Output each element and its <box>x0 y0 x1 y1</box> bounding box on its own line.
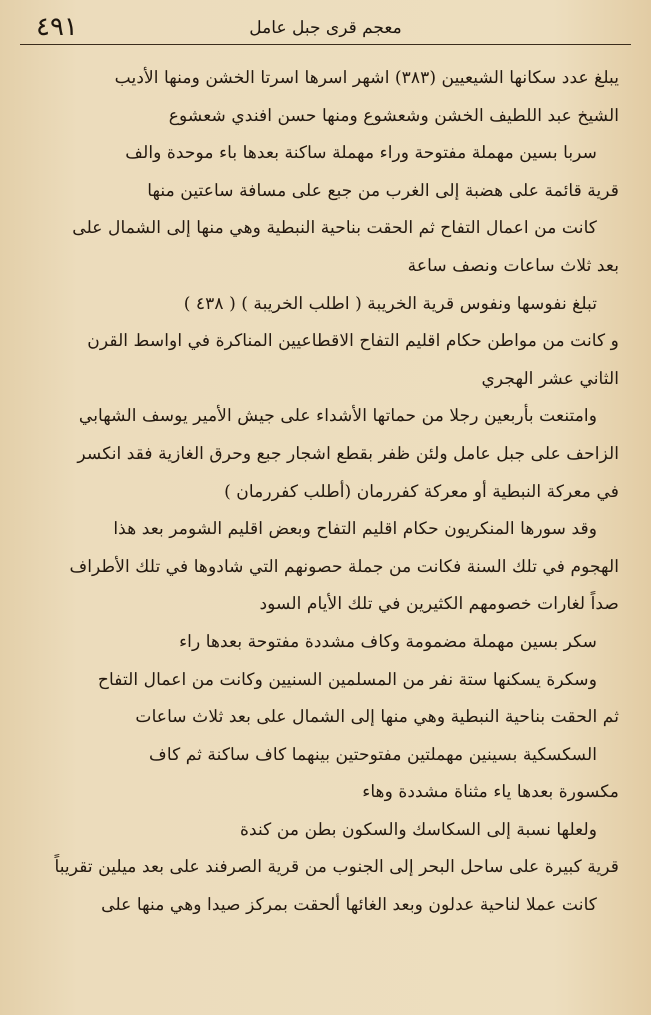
text-line: وقد سورها المنكريون حكام اقليم التفاح وبعض اقليم الشومر بعد هذا <box>113 519 597 540</box>
text-line: ثم الحقت بناحية النبطية وهي منها إلى الشمال على بعد ثلاث ساعات <box>135 707 619 728</box>
text-line: كانت من اعمال التفاح ثم الحقت بناحية النبطية وهي منها إلى الشمال على <box>72 218 597 239</box>
text-line: صداً لغارات خصومهم الكثيرين في تلك الأيام السود <box>259 594 619 615</box>
body-text <box>28 60 619 925</box>
text-line: مكسورة بعدها ياء مثناة مشددة وهاء <box>362 782 619 803</box>
text-line: الزاحف على جبل عامل ولئن ظفر بقطع اشجار جبع وحرق الغازية فقد انكسر <box>77 443 619 464</box>
text-line: وامتنعت بأربعين رجلا من حماتها الأشداء على جيش الأمير يوسف الشهابي <box>78 406 597 427</box>
text-line: يبلغ عدد سكانها الشيعيين (٣٨٣) اشهر اسرها اسرتا الخشن ومنها الأديب <box>114 68 619 88</box>
text-line: في معركة النبطية أو معركة كفررمان (أطلب كفررمان ) <box>224 481 619 502</box>
text-line: بعد ثلاث ساعات ونصف ساعة <box>407 255 619 276</box>
page-number: ٤٩١ <box>36 12 78 42</box>
text-line: قرية كبيرة على ساحل البحر إلى الجنوب من قرية الصرفند على بعد ميلين تقريباً <box>54 857 619 878</box>
header-rule <box>20 44 631 45</box>
text-line: ولعلها نسبة إلى السكاسك والسكون بطن من كندة <box>239 819 597 840</box>
text-line: السكسكية بسينين مهملتين مفتوحتين بينهما كاف ساكنة ثم كاف <box>149 744 597 765</box>
text-line: سكر بسين مهملة مضمومة وكاف مشددة مفتوحة بعدها راء <box>179 631 597 652</box>
text-line: الشيخ عبد اللطيف الخشن وشعشوع ومنها حسن افندي شعشوع <box>168 105 619 126</box>
text-line: وسكرة يسكنها ستة نفر من المسلمين السنيين وكانت من اعمال التفاح <box>97 669 597 690</box>
text-line: قرية قائمة على هضبة إلى الغرب من جبع على مسافة ساعتين منها <box>147 180 619 201</box>
text-line: كانت عملا لناحية عدلون وبعد الغائها ألحقت بمركز صيدا وهي منها على <box>101 895 597 916</box>
text-line: سربا بسين مهملة مفتوحة وراء مهملة ساكنة بعدها باء موحدة والف <box>125 143 597 164</box>
page-header <box>10 6 641 46</box>
text-line: و كانت من مواطن حكام اقليم التفاح الاقطاعيين المناكرة في اواسط القرن <box>87 331 619 352</box>
running-title: معجم قرى جبل عامل <box>249 18 402 38</box>
text-line: الهجوم في تلك السنة فكانت من جملة حصونهم التي شادوها في تلك الأطراف <box>69 556 619 577</box>
text-line: تبلغ نفوسها ونفوس قرية الخريبة ( اطلب الخريبة ) ( ٤٣٨ ) <box>183 293 597 314</box>
text-line: الثاني عشر الهجري <box>481 368 619 389</box>
